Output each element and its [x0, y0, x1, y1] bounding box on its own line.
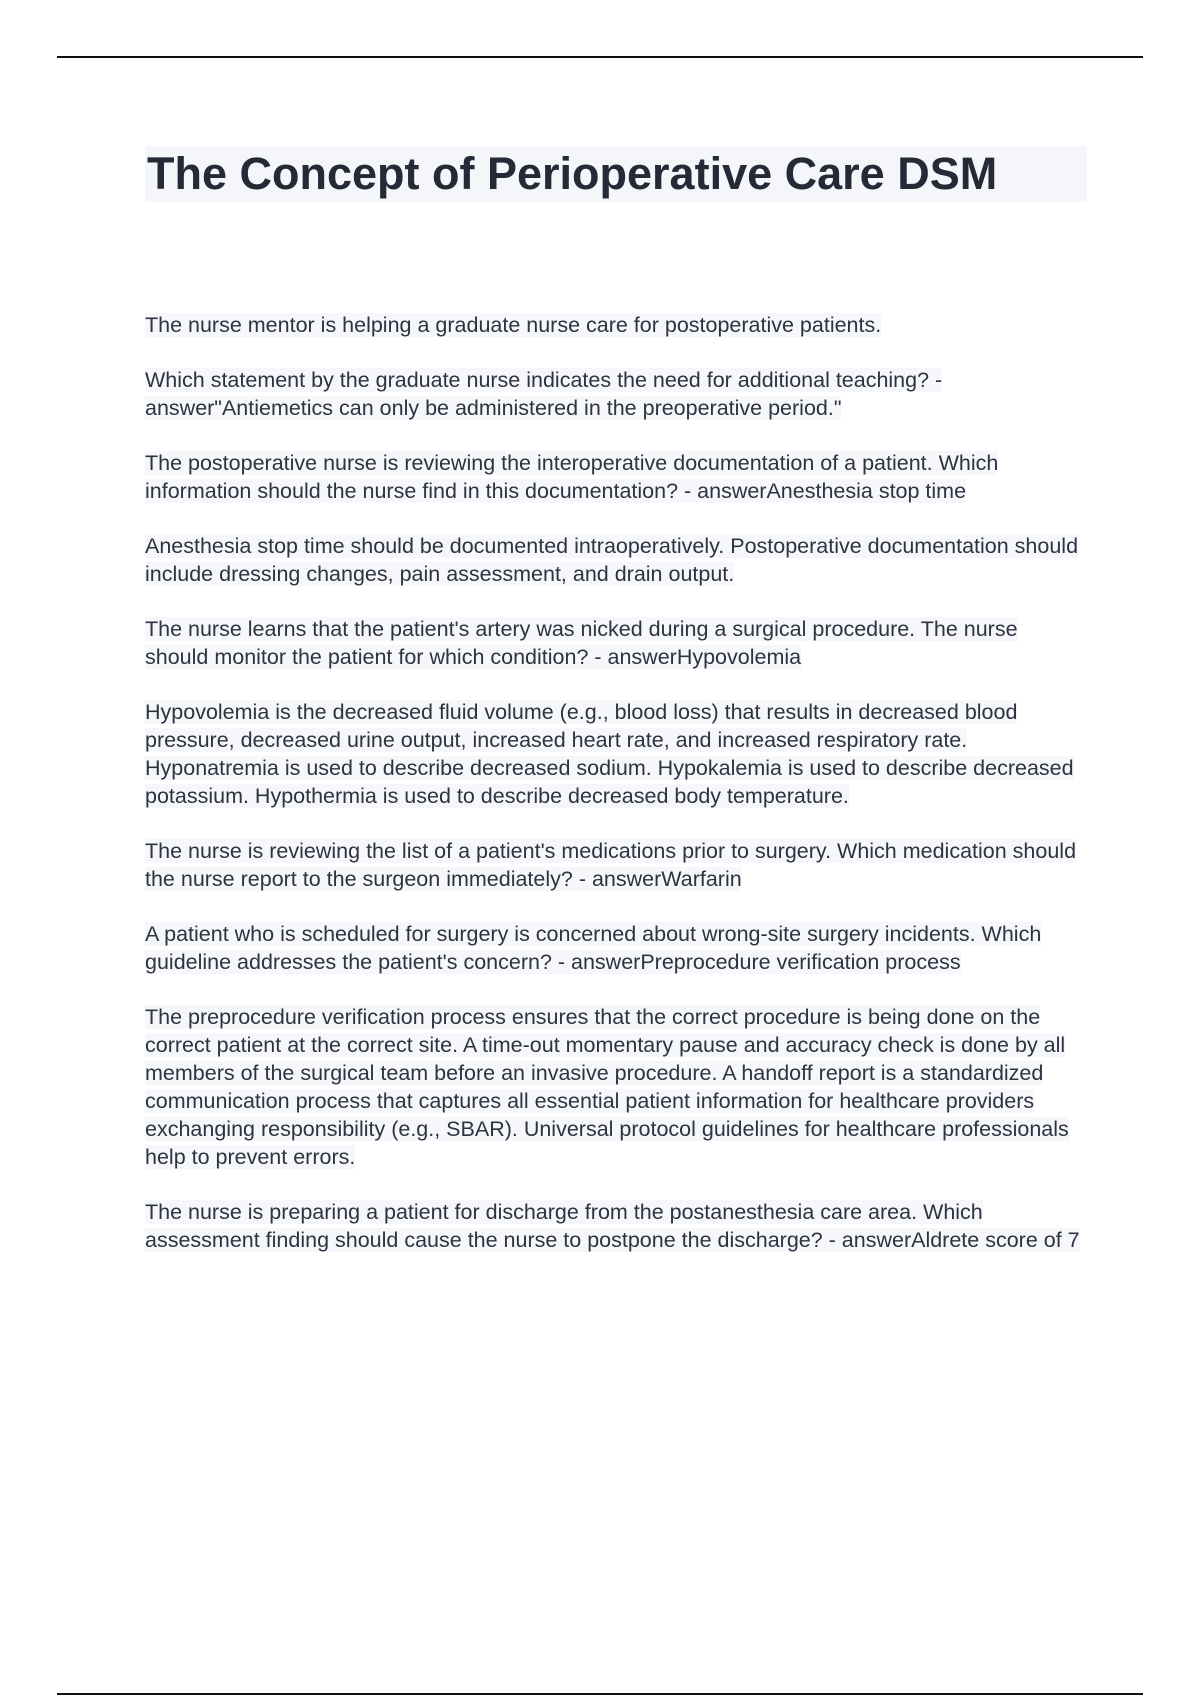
paragraph-text: The nurse is preparing a patient for discharge from the postanesthesia care area. Which assessment finding should cause the nurse to postpone the discharge? - answerAldrete score of 7 — [145, 1200, 1080, 1252]
document-body — [145, 311, 1085, 1281]
paragraph-text: The preprocedure verification process ensures that the correct procedure is being done on the correct patient at the correct site. A time-out momentary pause and accuracy check is done by all members of the surgical team before an invasive procedure. A handoff report is a standardized communication process that captures all essential patient information for healthcare providers exchanging responsibility (e.g., SBAR). Universal protocol guidelines for healthcare professionals help to prevent errors. — [145, 1005, 1069, 1169]
paragraph-text: The nurse mentor is helping a graduate nurse care for postoperative patients. — [145, 313, 882, 337]
paragraph-text: Which statement by the graduate nurse indicates the need for additional teaching? - answer"Antiemetics can only be administered in the preoperative period." — [145, 368, 943, 420]
paragraph-text: The postoperative nurse is reviewing the interoperative documentation of a patient. Which information should the nurse find in this documentation? - answerAnesthesia stop time — [145, 451, 999, 503]
paragraph-text: A patient who is scheduled for surgery is concerned about wrong-site surgery incidents. Which guideline addresses the patient's concern? - answerPreprocedure verification process — [145, 922, 1042, 974]
bottom-divider — [57, 1693, 1143, 1695]
paragraph — [145, 1003, 1085, 1171]
paragraph-text: Anesthesia stop time should be documented intraoperatively. Postoperative documentation should include dressing changes, pain assessment, and drain output. — [145, 534, 1079, 586]
paragraph — [145, 1198, 1085, 1254]
document-title: The Concept of Perioperative Care DSM — [145, 146, 1087, 202]
paragraph — [145, 449, 1085, 505]
paragraph — [145, 698, 1085, 810]
paragraph — [145, 366, 1085, 422]
paragraph — [145, 311, 1085, 339]
paragraph-text: Hypovolemia is the decreased fluid volume (e.g., blood loss) that results in decreased blood pressure, decreased urine output, increased heart rate, and increased respiratory rate. Hyponatremia is used to describe decreased sodium. Hypokalemia is used to describe decreased potassium. Hypothermia is used to describe decreased body temperature. — [145, 700, 1074, 808]
paragraph-text: The nurse is reviewing the list of a patient's medications prior to surgery. Which medication should the nurse report to the surgeon immediately? - answerWarfarin — [145, 839, 1077, 891]
paragraph — [145, 615, 1085, 671]
paragraph — [145, 837, 1085, 893]
top-divider — [57, 56, 1143, 58]
paragraph — [145, 920, 1085, 976]
paragraph — [145, 532, 1085, 588]
paragraph-text: The nurse learns that the patient's artery was nicked during a surgical procedure. The nurse should monitor the patient for which condition? - answerHypovolemia — [145, 617, 1018, 669]
